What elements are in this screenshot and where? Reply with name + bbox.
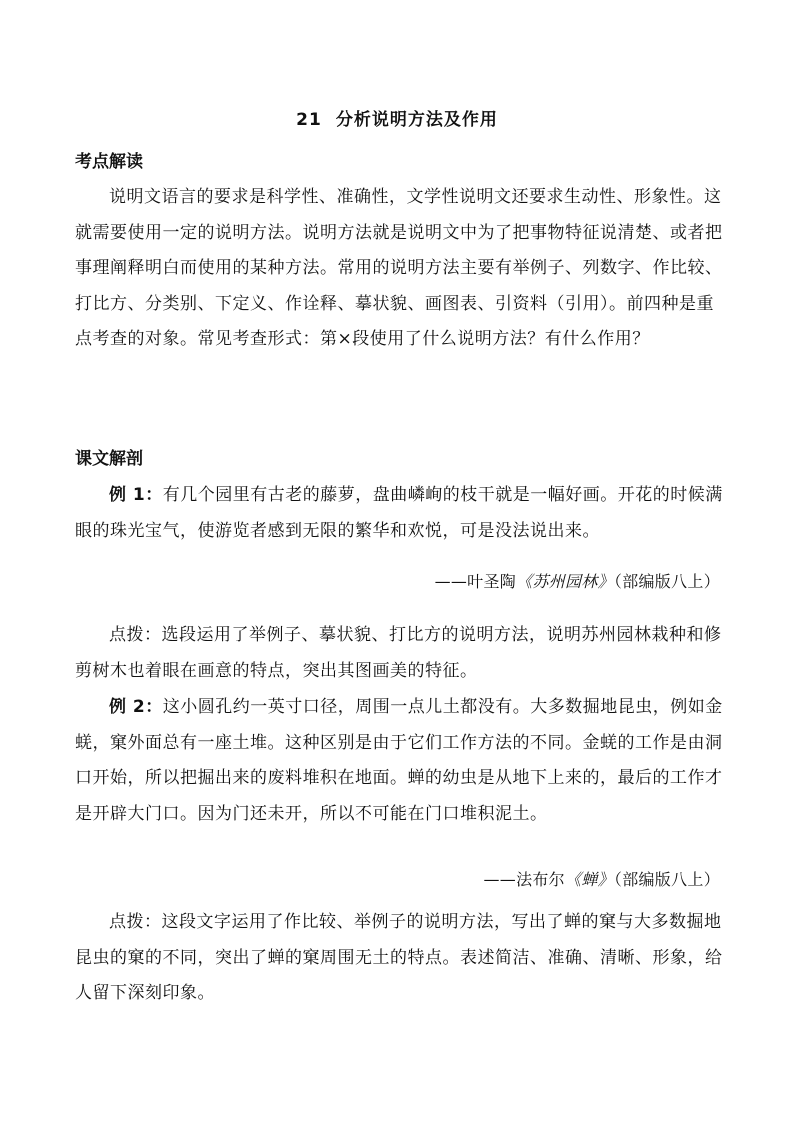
example2-edition: （部编版八上） (613, 870, 720, 889)
dianbo2-text: 这段文字运用了作比较、举例子的说明方法，写出了蝉的窠与大多数掘地昆虫的窠的不同，突出了蝉的窠周围无土的特点。表述简洁、准确、清晰、形象，给人留下深刻印象。 (75, 912, 723, 1003)
dianbo1-paragraph (75, 618, 725, 689)
example1-book: 《苏州园林》 (516, 572, 614, 591)
example2-source (483, 867, 720, 890)
example1-source (435, 569, 720, 592)
example1-text: 有几个园里有古老的藤萝，盘曲嶙峋的枝干就是一幅好画。开花的时候满眼的珠光宝气，使游览者感到无限的繁华和欢悦，可是没法说出来。 (75, 485, 723, 541)
example2-label: 例 2： (109, 697, 163, 717)
example2-book: 《蝉》 (564, 870, 614, 889)
example2-paragraph (75, 690, 725, 832)
dianbo2-label: 点拨： (109, 912, 162, 932)
title-text: 分析说明方法及作用 (335, 110, 498, 130)
example1-label: 例 1： (109, 485, 163, 505)
dianbo1-text: 选段运用了举例子、摹状貌、打比方的说明方法，说明苏州园林栽种和修剪树木也着眼在画意的特点，突出其图画美的特征。 (75, 625, 722, 681)
kaodian-paragraph (75, 180, 725, 358)
example1-paragraph (75, 478, 725, 549)
page-title (0, 105, 794, 130)
dianbo2-paragraph (75, 905, 725, 1012)
kaodian-body: 说明文语言的要求是科学性、准确性，文学性说明文还要求生动性、形象性。这就需要使用一定的说明方法。说明方法就是说明文中为了把事物特征说清楚、或者把事理阐释明白而使用的某种方法。常用的说明方法主要有举例子、列数字、作比较、打比方、分类别、下定义、作诠释、摹状貌、画图表、引资料（引用）。前四种是重点考查的对象。常见考查形式：第×段使用了什么说明方法？有什么作用？ (75, 187, 723, 349)
title-number: 21 (296, 110, 322, 130)
section-heading-kaodian: 考点解读 (75, 152, 143, 172)
example1-edition: （部编版八上） (613, 572, 720, 591)
section-heading-kewen: 课文解剖 (75, 449, 143, 469)
example2-author: ——法布尔 (483, 870, 565, 889)
example1-author: ——叶圣陶 (434, 572, 517, 591)
dianbo1-label: 点拨： (109, 625, 162, 645)
example2-text: 这小圆孔约一英寸口径，周围一点儿土都没有。大多数掘地昆虫，例如金蜣，窠外面总有一座土堆。这种区别是由于它们工作方法的不同。金蜣的工作是由洞口开始，所以把掘出来的废料堆积在地面。蝉的幼虫是从地下上来的，最后的工作才是开辟大门口。因为门还未开，所以不可能在门口堆积泥土。 (75, 697, 723, 824)
